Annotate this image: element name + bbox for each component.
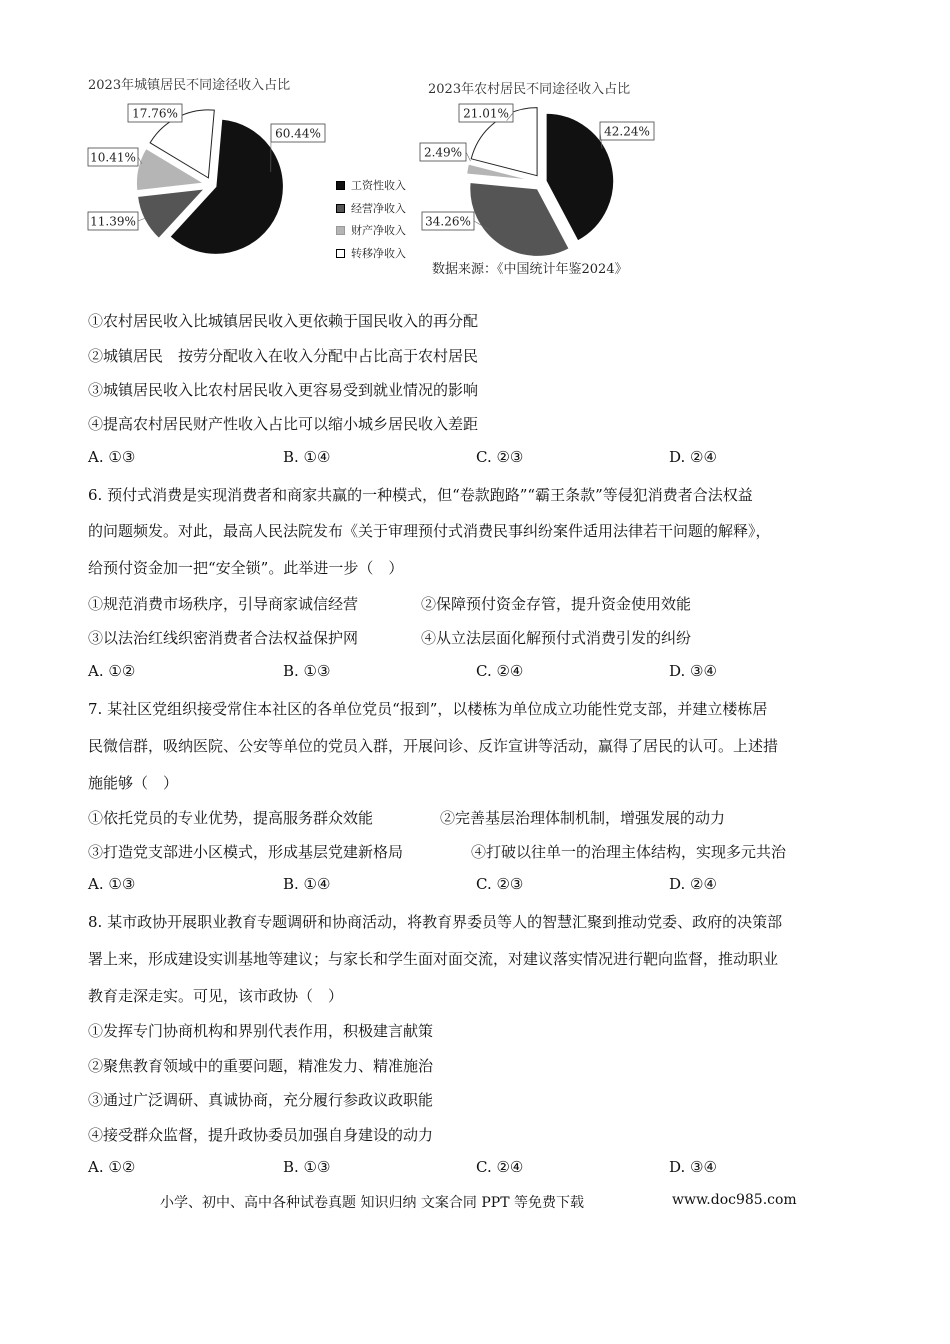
q6-item: ③以法治红线织密消费者合法权益保护网 <box>88 629 359 647</box>
q7-stem-line: 施能够（ ） <box>88 774 179 792</box>
q6-stem-line: 给预付资金加一把“安全锁”。此举进一步（ ） <box>88 559 404 577</box>
q6-option-b[interactable]: B. ①③ <box>283 662 331 680</box>
pie-data-label: 11.39% <box>90 214 136 229</box>
legend-swatch <box>336 204 345 213</box>
q7-stem-line: 民微信群，吸纳医院、公安等单位的党员入群，开展问诊、反诈宣讲等活动，赢得了居民的认可。上述措 <box>88 737 779 755</box>
q7-item: ④打破以往单一的治理主体结构，实现多元共治 <box>471 843 787 861</box>
pie-data-label: 10.41% <box>90 150 136 165</box>
footer-text: 小学、初中、高中各种试卷真题 知识归纳 文案合同 PPT 等免费下载 <box>160 1195 584 1211</box>
q6-option-d[interactable]: D. ③④ <box>669 662 717 680</box>
pie-leader-line <box>466 152 471 161</box>
q6-item: ④从立法层面化解预付式消费引发的纠纷 <box>421 629 692 647</box>
q6-option-a[interactable]: A. ①② <box>88 662 136 680</box>
pie-data-label: 21.01% <box>463 106 509 121</box>
q5-option-c[interactable]: C. ②③ <box>476 448 524 466</box>
q8-stem-line: 署上来，形成建设实训基地等建议；与家长和学生面对面交流，对建议落实情况进行靶向监督，推动职业 <box>88 950 779 968</box>
pie-data-label: 17.76% <box>132 106 178 121</box>
q5-option-b[interactable]: B. ①④ <box>283 448 331 466</box>
rural-chart-title: 2023年农村居民不同途径收入占比 <box>428 82 631 97</box>
q7-item: ①依托党员的专业优势，提高服务群众效能 <box>88 809 374 827</box>
q7-option-a[interactable]: A. ①③ <box>88 875 136 893</box>
q8-stem-line: 8. 某市政协开展职业教育专题调研和协商活动，将教育界委员等人的智慧汇聚到推动党委、政府的决策部 <box>88 913 783 931</box>
q5-item: ①农村居民收入比城镇居民收入更依赖于国民收入的再分配 <box>88 312 479 330</box>
urban-chart-title: 2023年城镇居民不同途径收入占比 <box>88 78 291 93</box>
legend-item <box>336 222 406 238</box>
legend-label: 转移净收入 <box>351 247 406 260</box>
q6-stem-line: 6. 预付式消费是实现消费者和商家共赢的一种模式，但“卷款跑路”“霸王条款”等侵犯消费者合法权益 <box>88 486 753 504</box>
legend-label: 工资性收入 <box>351 179 406 192</box>
q5-item: ③城镇居民收入比农村居民收入更容易受到就业情况的影响 <box>88 381 479 399</box>
q5-option-a[interactable]: A. ①③ <box>88 448 136 466</box>
q5-item: ②城镇居民 按劳分配收入在收入分配中占比高于农村居民 <box>88 347 479 365</box>
legend-swatch <box>336 181 345 190</box>
pie-data-label: 34.26% <box>425 214 471 229</box>
legend-swatch <box>336 226 345 235</box>
urban-pie-chart <box>136 110 283 255</box>
legend-item <box>336 177 406 193</box>
q7-item: ③打造党支部进小区模式，形成基层党建新格局 <box>88 843 404 861</box>
q8-item: ④接受群众监督，提升政协委员加强自身建设的动力 <box>88 1126 434 1144</box>
pie-data-label: 60.44% <box>275 126 321 141</box>
q6-option-c[interactable]: C. ②④ <box>476 662 524 680</box>
q7-option-d[interactable]: D. ②④ <box>669 875 717 893</box>
pie-charts-figure <box>0 0 950 290</box>
q6-stem-line: 的问题频发。对此，最高人民法院发布《关于审理预付式消费民事纠纷案件适用法律若干问题的解释》， <box>88 522 771 540</box>
chart-source: 数据来源：《中国统计年鉴2024》 <box>432 262 628 277</box>
q8-option-c[interactable]: C. ②④ <box>476 1158 524 1176</box>
pie-data-label: 2.49% <box>423 145 463 160</box>
pie-data-label: 42.24% <box>604 124 650 139</box>
legend-item <box>336 245 406 261</box>
q5-item: ④提高农村居民财产性收入占比可以缩小城乡居民收入差距 <box>88 415 479 433</box>
q7-item: ②完善基层治理体制机制，增强发展的动力 <box>440 809 726 827</box>
rural-pie-chart <box>466 108 613 257</box>
q8-option-b[interactable]: B. ①③ <box>283 1158 331 1176</box>
q8-stem-line: 教育走深走实。可见，该市政协（ ） <box>88 987 344 1005</box>
q6-item: ②保障预付资金存管，提升资金使用效能 <box>421 595 692 613</box>
footer-url[interactable]: www.doc985.com <box>672 1192 797 1208</box>
q7-option-b[interactable]: B. ①④ <box>283 875 331 893</box>
q8-item: ②聚焦教育领域中的重要问题，精准发力、精准施治 <box>88 1057 434 1075</box>
q8-option-d[interactable]: D. ③④ <box>669 1158 717 1176</box>
q8-item: ①发挥专门协商机构和界别代表作用，积极建言献策 <box>88 1022 434 1040</box>
legend-swatch <box>336 249 345 258</box>
q7-stem-line: 7. 某社区党组织接受常住本社区的各单位党员“报到”，以楼栋为单位成立功能性党支部，并建立楼栋居 <box>88 700 768 718</box>
q6-item: ①规范消费市场秩序，引导商家诚信经营 <box>88 595 359 613</box>
q5-option-d[interactable]: D. ②④ <box>669 448 717 466</box>
legend-label: 经营净收入 <box>351 202 406 215</box>
legend-item <box>336 200 406 216</box>
q7-option-c[interactable]: C. ②③ <box>476 875 524 893</box>
legend-label: 财产净收入 <box>351 224 406 237</box>
q8-item: ③通过广泛调研、真诚协商，充分履行参政议政职能 <box>88 1091 434 1109</box>
q8-option-a[interactable]: A. ①② <box>88 1158 136 1176</box>
